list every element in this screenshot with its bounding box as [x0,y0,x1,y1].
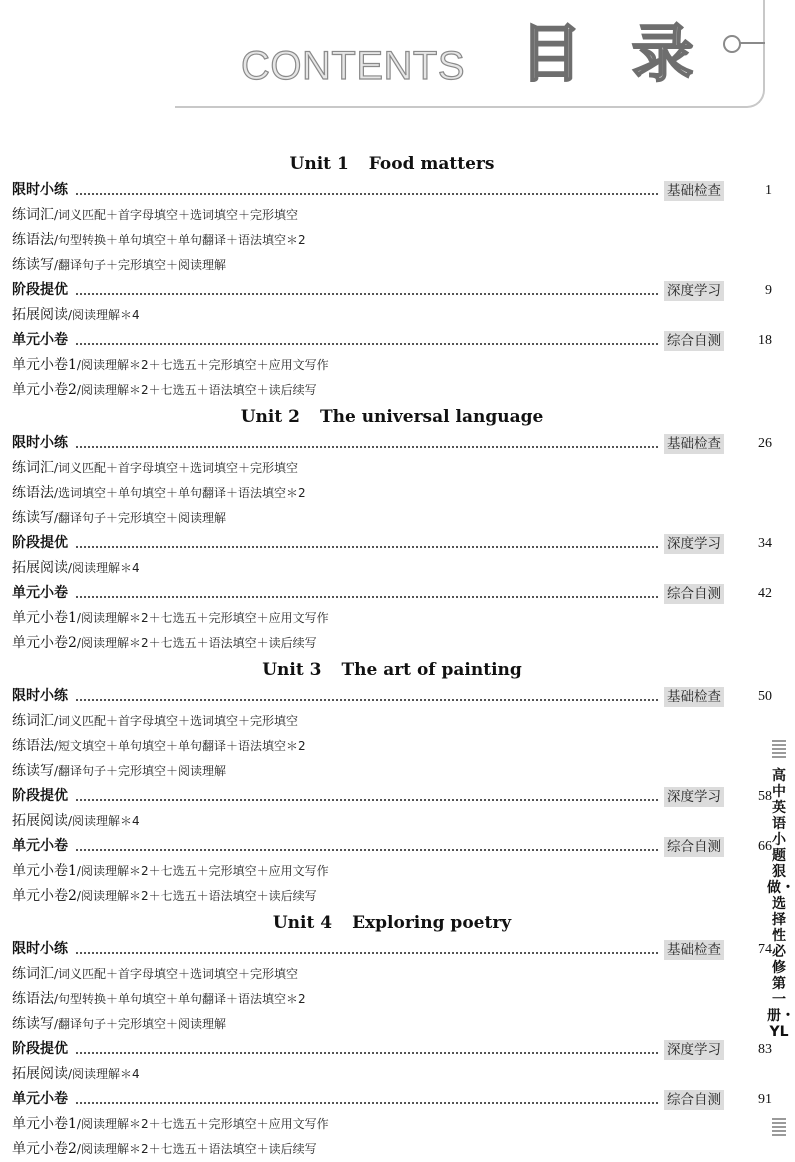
toc-entry[interactable] [12,1037,772,1062]
subitem-detail: /翻译句子＋完形填空＋阅读理解 [54,764,227,778]
unit-heading [12,909,772,937]
section-label: 阶段提优 [12,788,68,804]
side-tab [765,740,795,1140]
subitem-detail: /阅读理解＊2＋七选五＋完形填空＋应用文写作 [76,358,329,372]
toc-subitem [12,506,772,531]
subitem-title: 练词汇 [12,460,54,476]
toc-subitem [12,1137,772,1162]
toc-subitem [12,253,772,278]
toc-subitem [12,353,772,378]
unit-title: The art of painting [341,660,522,680]
circle-ornament-icon [723,35,741,53]
subitem-detail: /翻译句子＋完形填空＋阅读理解 [54,511,227,525]
subitem-title: 单元小卷1 [12,610,77,626]
subitem-title: 单元小卷2 [12,382,77,398]
toc-entry[interactable] [12,431,772,456]
section-tag: 基础检查 [664,181,724,201]
dot-leader [76,847,658,851]
subitem-detail: /词义匹配＋首字母填空＋选词填空＋完形填空 [54,967,299,981]
subitem-title: 练读写 [12,510,54,526]
section-label: 阶段提优 [12,282,68,298]
toc-entry[interactable] [12,784,772,809]
section-label: 单元小卷 [12,1091,68,1107]
subitem-detail: /阅读理解＊2＋七选五＋完形填空＋应用文写作 [76,611,329,625]
page-number: 18 [758,333,772,348]
page-number: 58 [758,789,772,804]
toc-subitem [12,1112,772,1137]
toc-subitem [12,631,772,656]
dot-leader [76,1050,658,1054]
subitem-title: 练读写 [12,257,54,273]
dot-leader [76,797,658,801]
dot-leader [76,950,658,954]
subitem-detail: /句型转换＋单句填空＋单句翻译＋语法填空＊2 [54,233,306,247]
section-tag: 综合自测 [664,1090,724,1110]
unit-title: The universal language [319,407,544,427]
toc-subitem [12,203,772,228]
page-number: 34 [758,536,772,551]
subitem-detail: /词义匹配＋首字母填空＋选词填空＋完形填空 [54,714,299,728]
toc-subitem [12,759,772,784]
section-tag: 基础检查 [664,940,724,960]
section-label: 限时小练 [12,435,68,451]
toc-subitem [12,556,772,581]
toc-subitem [12,1012,772,1037]
toc-subitem [12,987,772,1012]
page-number: 42 [758,586,772,601]
subitem-detail: /阅读理解＊4 [68,308,140,322]
contents-header [175,0,765,108]
dot-leader [76,594,658,598]
page-number: 1 [765,183,772,198]
subitem-detail: /短文填空＋单句填空＋单句翻译＋语法填空＊2 [54,739,306,753]
toc-entry[interactable] [12,1087,772,1112]
page-number: 66 [758,839,772,854]
subitem-detail: /阅读理解＊2＋七选五＋语法填空＋读后续写 [76,1142,317,1156]
subitem-detail: /阅读理解＊4 [68,561,140,575]
section-tag: 基础检查 [664,687,724,707]
dot-leader [76,341,658,345]
toc-subitem [12,481,772,506]
subitem-detail: /选词填空＋单句填空＋单句翻译＋语法填空＊2 [54,486,306,500]
subitem-title: 单元小卷2 [12,888,77,904]
subitem-detail: /阅读理解＊4 [68,1067,140,1081]
section-tag: 综合自测 [664,331,724,351]
toc-entry[interactable] [12,531,772,556]
toc-subitem [12,228,772,253]
toc-subitem [12,809,772,834]
unit-heading [12,150,772,178]
section-label: 限时小练 [12,688,68,704]
contents-heading: CONTENTS [241,44,465,88]
page-title: 目 录 [520,17,708,90]
page-number: 91 [758,1092,772,1107]
subitem-detail: /翻译句子＋完形填空＋阅读理解 [54,1017,227,1031]
side-book-title: 高中英语 小题狠做・选择性必修第一册・YL [767,768,795,1040]
page-number: 83 [758,1042,772,1057]
toc-entry[interactable] [12,834,772,859]
toc-subitem [12,456,772,481]
section-tag: 综合自测 [664,837,724,857]
unit-number: Unit 1 [289,154,349,174]
dot-leader [76,697,658,701]
page-number: 26 [758,436,772,451]
toc-entry[interactable] [12,178,772,203]
subitem-title: 练词汇 [12,713,54,729]
toc-subitem [12,606,772,631]
subitem-title: 练语法 [12,232,54,248]
section-label: 单元小卷 [12,838,68,854]
dot-leader [76,444,658,448]
subitem-detail: /词义匹配＋首字母填空＋选词填空＋完形填空 [54,208,299,222]
unit-number: Unit 2 [240,407,300,427]
toc-entry[interactable] [12,328,772,353]
section-label: 阶段提优 [12,1041,68,1057]
toc-subitem [12,378,772,403]
subitem-title: 单元小卷1 [12,357,77,373]
section-tag: 深度学习 [664,787,724,807]
subitem-detail: /阅读理解＊2＋七选五＋语法填空＋读后续写 [76,636,317,650]
subitem-title: 练读写 [12,1016,54,1032]
subitem-detail: /词义匹配＋首字母填空＋选词填空＋完形填空 [54,461,299,475]
subitem-title: 单元小卷1 [12,863,77,879]
dot-leader [76,191,658,195]
unit-number: Unit 3 [262,660,322,680]
section-label: 阶段提优 [12,535,68,551]
toc-subitem [12,709,772,734]
unit-heading [12,656,772,684]
subitem-title: 拓展阅读 [12,560,68,576]
toc-subitem [12,734,772,759]
subitem-detail: /阅读理解＊2＋七选五＋完形填空＋应用文写作 [76,1117,329,1131]
side-stripes-top [772,740,786,760]
toc-entry[interactable] [12,581,772,606]
subitem-title: 练词汇 [12,207,54,223]
subitem-title: 单元小卷1 [12,1116,77,1132]
section-label: 单元小卷 [12,332,68,348]
toc-entry[interactable] [12,937,772,962]
section-tag: 深度学习 [664,281,724,301]
toc-subitem [12,884,772,909]
subitem-title: 单元小卷2 [12,1141,77,1157]
subitem-title: 拓展阅读 [12,813,68,829]
subitem-detail: /阅读理解＊4 [68,814,140,828]
toc-entry[interactable] [12,278,772,303]
page-number: 74 [758,942,772,957]
page-number: 9 [765,283,772,298]
side-stripes-bottom [772,1118,786,1138]
toc-subitem [12,1062,772,1087]
dot-leader [76,291,658,295]
subitem-title: 练语法 [12,485,54,501]
section-tag: 基础检查 [664,434,724,454]
subitem-title: 拓展阅读 [12,307,68,323]
section-tag: 深度学习 [664,534,724,554]
section-tag: 综合自测 [664,584,724,604]
subitem-title: 练语法 [12,991,54,1007]
ornament-line [739,42,765,44]
subitem-detail: /阅读理解＊2＋七选五＋完形填空＋应用文写作 [76,864,329,878]
subitem-detail: /阅读理解＊2＋七选五＋语法填空＋读后续写 [76,889,317,903]
section-label: 限时小练 [12,182,68,198]
subitem-detail: /阅读理解＊2＋七选五＋语法填空＋读后续写 [76,383,317,397]
table-of-contents [12,150,772,1162]
toc-subitem [12,962,772,987]
unit-title: Food matters [368,154,495,174]
dot-leader [76,1100,658,1104]
toc-subitem [12,303,772,328]
subitem-title: 练语法 [12,738,54,754]
toc-entry[interactable] [12,684,772,709]
section-label: 单元小卷 [12,585,68,601]
subitem-title: 练读写 [12,763,54,779]
subitem-title: 练词汇 [12,966,54,982]
unit-heading [12,403,772,431]
subitem-title: 拓展阅读 [12,1066,68,1082]
unit-number: Unit 4 [272,913,333,933]
unit-title: Exploring poetry [352,913,512,933]
page-number: 50 [758,689,772,704]
section-tag: 深度学习 [664,1040,724,1060]
subitem-detail: /翻译句子＋完形填空＋阅读理解 [54,258,227,272]
subitem-detail: /句型转换＋单句填空＋单句翻译＋语法填空＊2 [54,992,306,1006]
dot-leader [76,544,658,548]
toc-subitem [12,859,772,884]
subitem-title: 单元小卷2 [12,635,77,651]
section-label: 限时小练 [12,941,68,957]
